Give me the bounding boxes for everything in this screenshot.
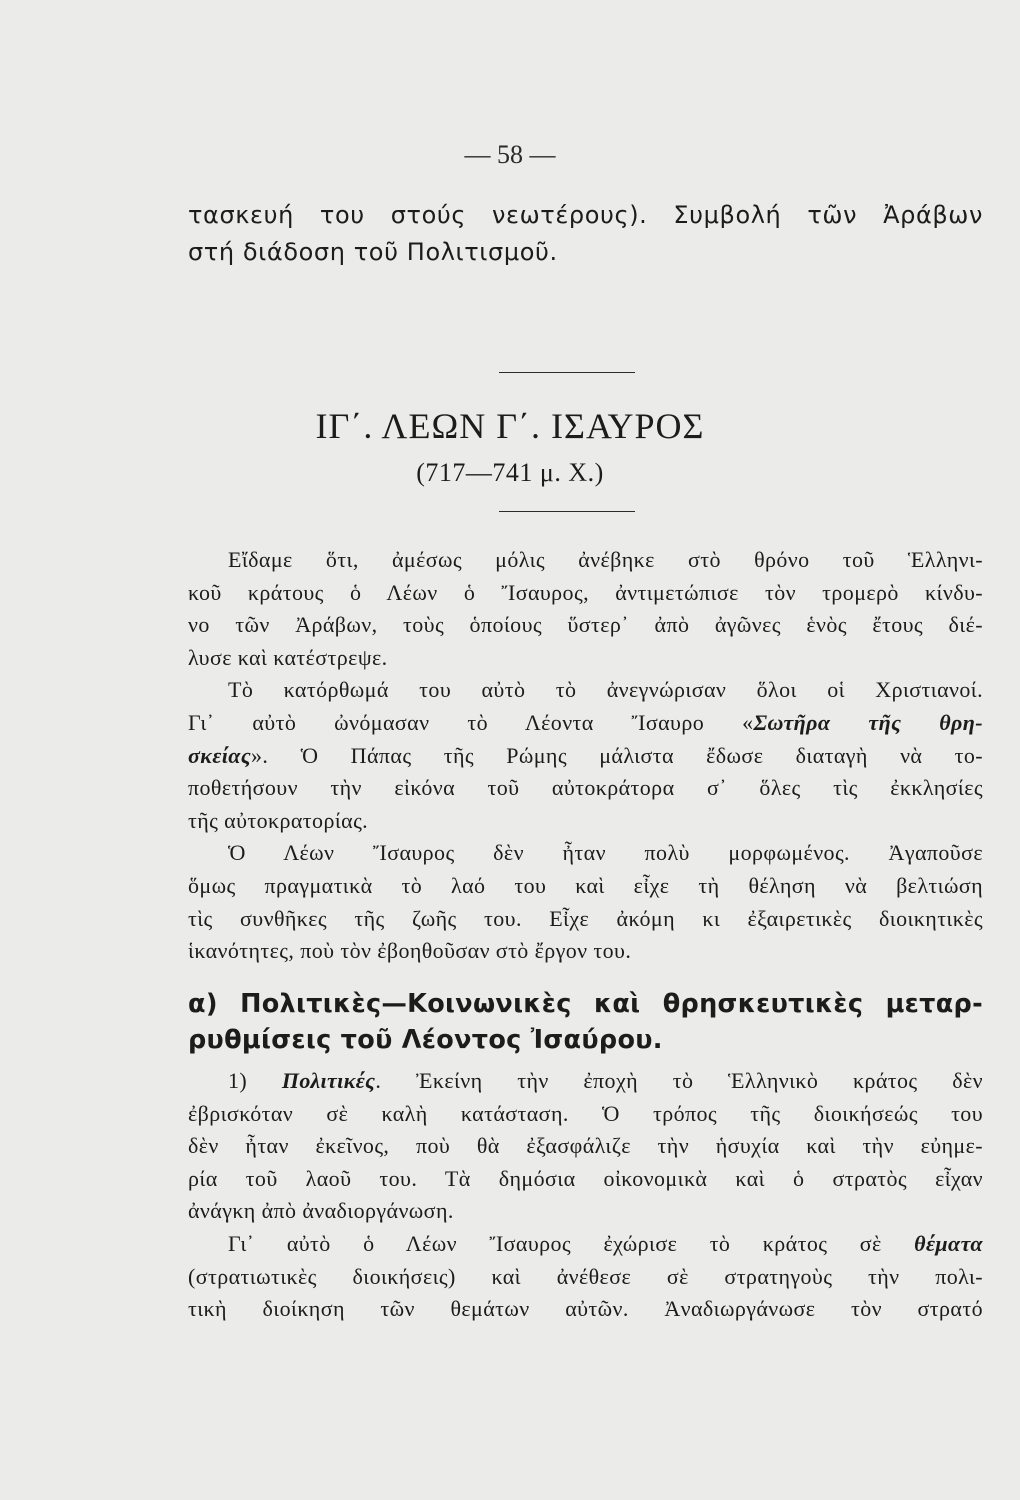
chapter-title: ΙΓ΄. ΛΕΩΝ Γ΄. ΙΣΑΥΡΟΣ [315, 406, 705, 446]
paragraph-3-line-3: τὶς συνθῆκες τῆς ζωῆς του. Εἶχε ἀκόμη κι ἐξαιρετικὲς διοικητικὲς [188, 905, 983, 931]
intro-line-1: τασκευή του στούς νεωτέρους). Συμβολή τῶν Ἀράβων [188, 201, 983, 229]
intro-line-2: στή διάδοση τοῦ Πολιτισμοῦ. [188, 238, 558, 266]
section-heading [188, 986, 983, 1058]
page-number: — 58 — [464, 140, 556, 169]
section-paragraph-1-line-5: ἀνάγκη ἀπὸ ἀναδιοργάνωση. [188, 1198, 454, 1224]
paragraph-2-line-2 [188, 707, 983, 740]
section-paragraph-1-line-1-text: . Ἐκείνη τὴν ἐποχὴ τὸ Ἑλληνικὸ κράτος δὲν [375, 1068, 983, 1093]
intro-text [188, 197, 983, 271]
section-heading-line-2: ρυθμίσεις τοῦ Λέοντος Ἰσαύρου. [188, 1025, 663, 1055]
paragraph-1-line-4: λυσε καὶ κατέστρεψε. [188, 644, 388, 670]
section-body [188, 1065, 983, 1326]
section-paragraph-2-line-3: τικὴ διοίκηση τῶν θεμάτων αὐτῶν. Ἀναδιωργάνωσε τὸν στρατό [188, 1296, 983, 1322]
section-paragraph-1-line-2: ἐβρισκόταν σὲ καλὴ κατάσταση. Ὁ τρόπος τῆς διοικήσεώς του [188, 1100, 983, 1126]
chapter-body [188, 544, 983, 968]
section-paragraph-2-line-1-text: Γι᾽ αὐτὸ ὁ Λέων Ἴσαυρος ἐχώρισε τὸ κράτος σὲ [228, 1230, 915, 1256]
section-paragraph-2-line-2: (στρατιωτικὲς διοικήσεις) καὶ ἀνέθεσε σὲ στρατηγοὺς τὴν πολι- [188, 1263, 983, 1289]
paragraph-2-line-3 [188, 740, 983, 773]
chapter-dates: (717—741 μ. Χ.) [416, 458, 604, 487]
emphasis-savior-of-religion-end: σκείας [188, 742, 252, 768]
paragraph-2-line-3-text: ». Ὁ Πάπας τῆς Ρώμης μάλιστα ἔδωσε διαταγὴ νὰ το- [251, 742, 983, 768]
paragraph-2-line-2-text: Γι᾽ αὐτὸ ὠνόμασαν τὸ Λέοντα Ἴσαυρο « [188, 709, 754, 735]
political-label: Πολιτικές [281, 1068, 376, 1093]
paragraph-2-line-5: τῆς αὐτοκρατορίας. [188, 807, 369, 833]
paragraph-2-line-1: Τὸ κατόρθωμά του αὐτὸ τὸ ἀνεγνώρισαν ὅλοι οἱ Χριστιανοί. [228, 677, 983, 703]
paragraph-2-line-4: ποθετήσουν τὴν εἰκόνα τοῦ αὐτοκράτορα σ᾽ ὅλες τὶς ἐκκλησίες [188, 775, 983, 801]
section-heading-line-1: α) Πολιτικὲς—Κοινωνικὲς καὶ θρησκευτικὲς μεταρ- [188, 989, 983, 1019]
section-paragraph-1-line-1 [188, 1065, 983, 1098]
paragraph-1-line-2: κοῦ κράτους ὁ Λέων ὁ Ἴσαυρος, ἀντιμετώπισε τὸν τρομερὸ κίνδυ- [188, 579, 983, 605]
paragraph-1-line-3: νο τῶν Ἀράβων, τοὺς ὁποίους ὕστερ᾽ ἀπὸ ἀγῶνες ἑνὸς ἔτους διέ- [188, 612, 983, 638]
section-paragraph-1-line-4: ρία τοῦ λαοῦ του. Τὰ δημόσια οἰκονομικὰ καὶ ὁ στρατὸς εἶχαν [188, 1165, 983, 1191]
section-paragraph-1-line-3: δὲν ἦταν ἐκεῖνος, ποὺ θὰ ἐξασφάλιζε τὴν ἡσυχία καὶ τὴν εὐημε- [188, 1133, 983, 1159]
paragraph-3-line-2: ὅμως πραγματικὰ τὸ λαό του καὶ εἶχε τὴ θέληση νὰ βελτιώση [188, 872, 983, 898]
political-label-prefix: 1) [228, 1068, 282, 1093]
section-paragraph-2-line-1 [188, 1228, 983, 1261]
paragraph-1-line-1: Εἴδαμε ὅτι, ἀμέσως μόλις ἀνέβηκε στὸ θρόνο τοῦ Ἑλληνι- [228, 547, 983, 572]
divider-bottom [499, 511, 635, 512]
emphasis-themata: θέματα [914, 1230, 983, 1256]
paragraph-3-line-4: ἱκανότητες, ποὺ τὸν ἐβοηθοῦσαν στὸ ἔργον του. [188, 938, 632, 964]
divider-top [499, 372, 635, 373]
emphasis-savior-of-religion: Σωτῆρα τῆς θρη- [753, 709, 983, 735]
paragraph-3-line-1: Ὁ Λέων Ἴσαυρος δὲν ἦταν πολὺ μορφωμένος. Ἀγαποῦσε [228, 840, 983, 866]
